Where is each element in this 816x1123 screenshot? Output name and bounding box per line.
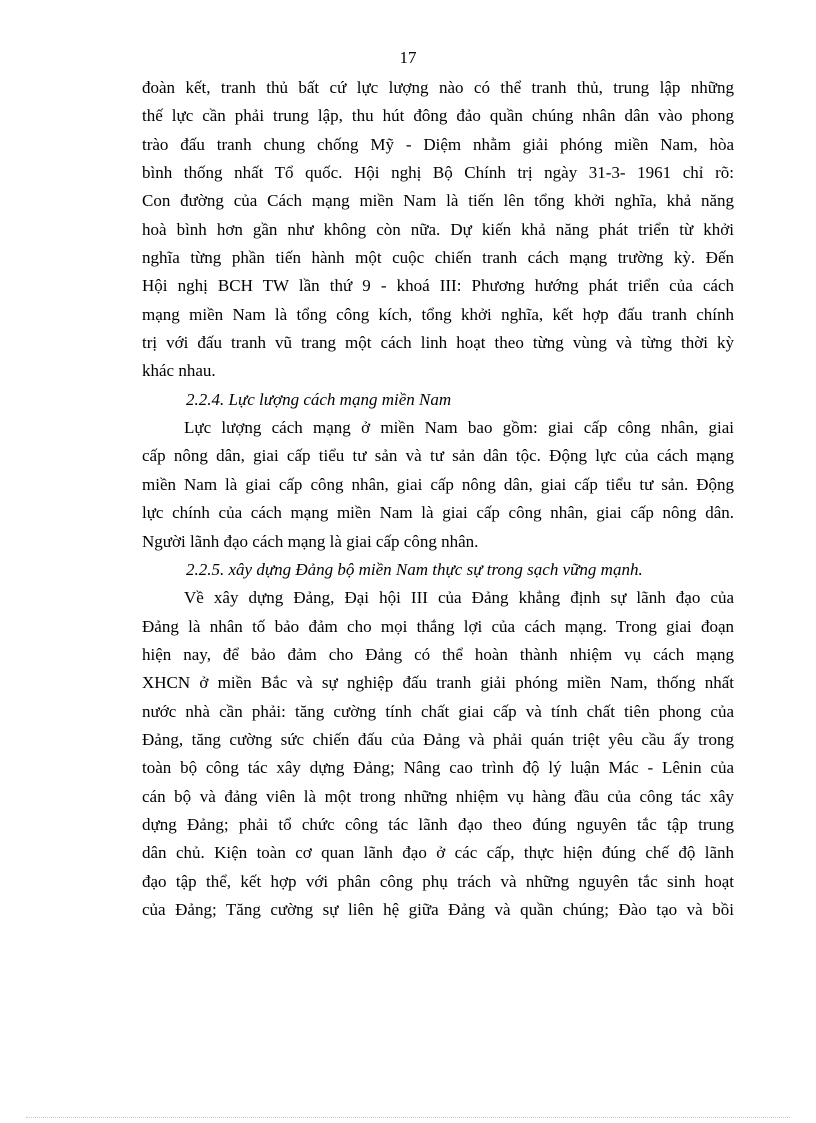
document-body (142, 74, 734, 924)
text-line: trị với đấu tranh vũ trang một cách linh hoạt theo từng vùng và từng thời kỳ (142, 333, 734, 353)
text-line: nghĩa từng phần tiến hành một cuộc chiến tranh cách mạng trường kỳ. Đến (142, 248, 734, 268)
text-line: Đảng, tăng cường sức chiến đấu của Đảng và phải quán triệt yêu cầu ấy trong (142, 729, 734, 749)
text-line: lực chính của cách mạng miền Nam là giai cấp công nhân, giai cấp nông dân. (142, 503, 734, 523)
text-line: đoàn kết, tranh thủ bất cứ lực lượng nào có thể tranh thủ, trung lập những (142, 78, 734, 97)
text-line: XHCN ở miền Bắc và sự nghiệp đấu tranh giải phóng miền Nam, thống nhất (142, 673, 734, 693)
text-line: Đảng là nhân tố bảo đảm cho mọi thắng lợi của cách mạng. Trong giai đoạn (142, 616, 734, 636)
text-line: dân chủ. Kiện toàn cơ quan lãnh đạo ở các cấp, thực hiện đúng chế độ lãnh (142, 843, 734, 863)
text-line: cán bộ và đảng viên là một trong những nhiệm vụ hàng đầu của công tác xây (142, 786, 734, 806)
page-number: 17 (399, 48, 417, 67)
text-line: trào đấu tranh chung chống Mỹ - Diệm nhằm giải phóng miền Nam, hòa (142, 134, 734, 154)
text-line: thế lực cần phải trung lập, thu hút đông đảo quần chúng nhân dân vào phong (142, 106, 734, 126)
text-line: Hội nghị BCH TW lần thứ 9 - khoá III: Phương hướng phát triển của cách (142, 276, 734, 296)
text-line: Lực lượng cách mạng ở miền Nam bao gồm: giai cấp công nhân, giai (184, 418, 734, 438)
text-line: dựng Đảng; phải tổ chức công tác lãnh đạo theo đúng nguyên tắc tập trung (142, 814, 734, 834)
section-heading: 2.2.5. xây dựng Đảng bộ miền Nam thực sự trong sạch vững mạnh. (186, 559, 643, 579)
text-line: đạo tập thể, kết hợp với phân công phụ trách và những nguyên tắc sinh hoạt (142, 871, 734, 891)
text-line: nước nhà cần phải: tăng cường tính chất giai cấp và tính chất tiên phong của (142, 701, 734, 721)
text-line: cấp nông dân, giai cấp tiểu tư sản và tư sản dân tộc. Động lực của cách mạng (142, 446, 734, 466)
text-line: Người lãnh đạo cách mạng là giai cấp công nhân. (142, 531, 479, 551)
text-line: Con đường của Cách mạng miền Nam là tiến lên tổng khởi nghĩa, khả năng (142, 191, 734, 211)
page-bottom-border (26, 1117, 790, 1118)
text-line: hiện nay, để bảo đảm cho Đảng có thể hoàn thành nhiệm vụ cách mạng (142, 644, 734, 664)
text-line: toàn bộ công tác xây dựng Đảng; Nâng cao trình độ lý luận Mác - Lênin của (142, 758, 734, 778)
text-line: mạng miền Nam là tổng công kích, tổng khởi nghĩa, kết hợp đấu tranh chính (142, 304, 734, 324)
section-heading: 2.2.4. Lực lượng cách mạng miền Nam (186, 389, 452, 409)
text-line: hoà bình hơn gần như không còn nữa. Dự kiến khả năng phát triển từ khởi (142, 219, 734, 239)
text-line: Về xây dựng Đảng, Đại hội III của Đảng khẳng định sự lãnh đạo của (184, 588, 734, 608)
text-line: khác nhau. (142, 361, 216, 381)
text-line: miền Nam là giai cấp công nhân, giai cấp nông dân, giai cấp tiểu tư sản. Động (142, 474, 734, 494)
text-line: của Đảng; Tăng cường sự liên hệ giữa Đảng và quần chúng; Đào tạo và bồi (142, 899, 734, 919)
text-line: bình thống nhất Tổ quốc. Hội nghị Bộ Chính trị ngày 31-3- 1961 chỉ rõ: (142, 163, 734, 183)
